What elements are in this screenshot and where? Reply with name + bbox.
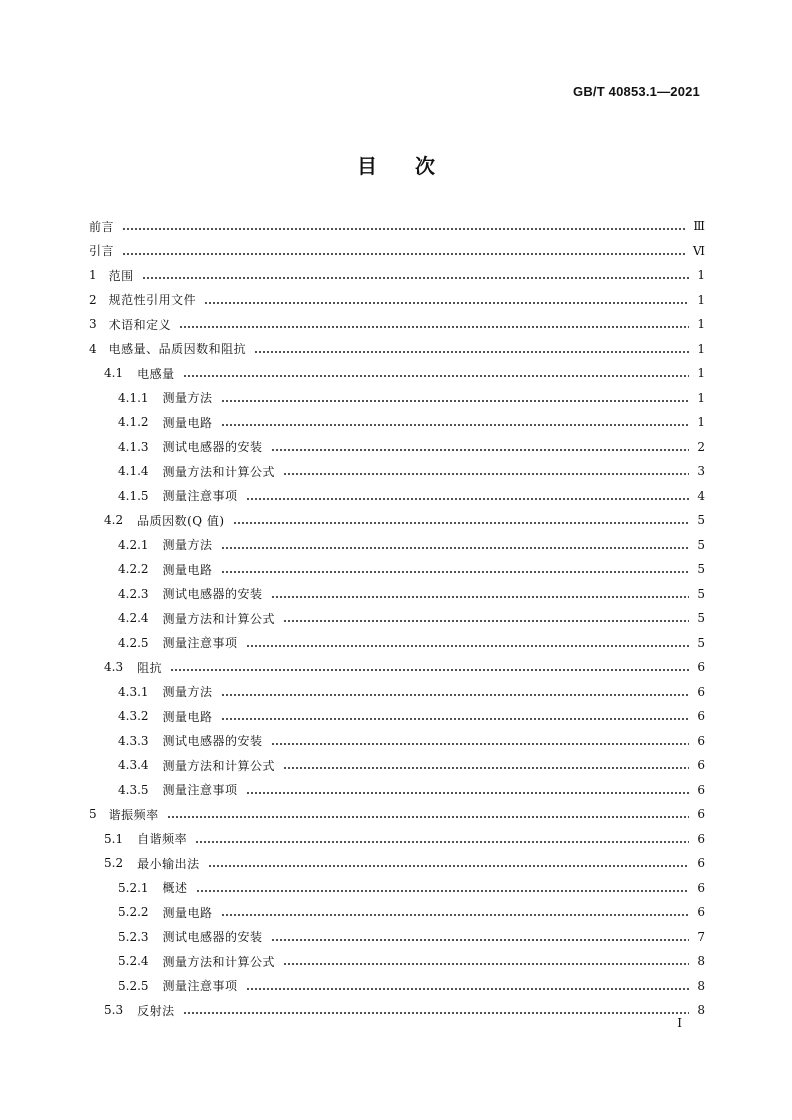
toc-entry-label: 测量电路 [162,905,213,920]
toc-entry-page: 5 [697,537,705,552]
toc-entry[interactable] [89,435,705,460]
toc-entry-label: 测量电路 [162,415,213,430]
toc-entry-number: 4.1.3 [118,439,149,454]
toc-dot-leader [221,686,689,698]
toc-entry-page: 6 [697,880,705,895]
page-title-part1: 目 [357,154,377,178]
toc-dot-leader [122,220,687,232]
toc-entry-number: 5.2.2 [118,905,149,920]
toc-dot-leader [283,759,689,771]
toc-dot-leader [170,661,689,673]
standard-number: GB/T 40853.1—2021 [573,84,700,99]
toc-entry[interactable] [89,484,705,509]
toc-entry-page: 6 [697,856,705,871]
toc-entry[interactable] [89,631,705,656]
toc-entry[interactable] [89,876,705,901]
toc-entry-label: 测量方法和计算公式 [162,758,276,773]
toc-entry-label: 测试电感器的安装 [162,587,263,602]
toc-entry-page: 8 [697,1003,705,1018]
toc-dot-leader [246,980,689,992]
toc-dot-leader [233,514,689,526]
toc-entry[interactable] [89,729,705,754]
toc-dot-leader [142,269,689,281]
toc-dot-leader [179,318,689,330]
toc-dot-leader [221,392,689,404]
toc-entry-number: 4.3.2 [118,709,149,724]
toc-entry[interactable] [89,337,705,362]
toc-dot-leader [167,808,689,820]
toc-entry[interactable] [89,802,705,827]
toc-entry-label: 测量方法 [162,538,213,553]
toc-dot-leader [183,367,689,379]
toc-entry-label: 前言 [89,219,115,234]
toc-entry-label: 测试电感器的安装 [162,734,263,749]
toc-entry-number: 4.1.1 [118,390,149,405]
toc-entry-number: 4.3.4 [118,758,149,773]
toc-entry-label: 测量方法和计算公式 [162,464,276,479]
toc-entry-page: 6 [697,684,705,699]
toc-entry-page: 5 [697,513,705,528]
toc-entry-number: 4 [89,341,97,356]
toc-entry-label: 测量方法 [162,391,213,406]
toc-entry[interactable] [89,533,705,558]
toc-entry-page: 5 [697,635,705,650]
toc-entry-number: 5.2.3 [118,929,149,944]
toc-dot-leader [221,710,689,722]
toc-entry-page: 5 [697,611,705,626]
toc-entry[interactable] [89,606,705,631]
toc-entry-label: 最小输出法 [137,856,200,871]
toc-entry-number: 5.2.1 [118,880,149,895]
toc-entry-number: 4.3.3 [118,733,149,748]
toc-dot-leader [183,1004,689,1016]
toc-entry[interactable] [89,263,705,288]
toc-entry[interactable] [89,778,705,803]
toc-entry-page: 1 [697,390,705,405]
toc-entry-number: 5 [89,807,97,822]
toc-entry[interactable] [89,704,705,729]
toc-dot-leader [196,882,689,894]
toc-dot-leader [122,245,687,257]
toc-entry-number: 3 [89,317,97,332]
toc-dot-leader [254,343,689,355]
toc-entry-page: 1 [697,317,705,332]
toc-entry[interactable] [89,974,705,999]
toc-entry[interactable] [89,508,705,533]
toc-entry-page: 2 [697,439,705,454]
toc-entry-page: 6 [697,660,705,675]
table-of-contents [89,214,705,1023]
toc-entry-page: Ⅵ [692,243,705,258]
toc-entry-page: 6 [697,807,705,822]
toc-dot-leader [271,931,689,943]
toc-entry-page: 1 [697,268,705,283]
toc-entry[interactable] [89,949,705,974]
page-folio: I [677,1016,682,1030]
toc-entry-label: 范围 [108,268,134,283]
toc-dot-leader [204,294,689,306]
toc-entry-number: 4.3 [104,660,124,675]
toc-entry-page: 8 [697,978,705,993]
toc-entry-page: 6 [697,782,705,797]
toc-entry-label: 测量注意事项 [162,489,238,504]
toc-entry-number: 4.1 [104,366,124,381]
toc-entry-number: 5.1 [104,831,124,846]
toc-dot-leader [283,955,689,967]
toc-entry-page: 1 [697,292,705,307]
page-title-part2: 次 [415,154,435,178]
toc-dot-leader [195,833,689,845]
toc-dot-leader [246,490,689,502]
toc-dot-leader [246,784,689,796]
toc-entry-page: 5 [697,586,705,601]
toc-entry-page: 5 [697,562,705,577]
toc-entry[interactable] [89,680,705,705]
toc-entry-label: 测量方法和计算公式 [162,954,276,969]
toc-entry-label: 测量注意事项 [162,783,238,798]
toc-entry-label: 规范性引用文件 [108,293,197,308]
toc-entry[interactable] [89,361,705,386]
toc-dot-leader [221,563,689,575]
toc-entry[interactable] [89,925,705,950]
toc-entry-label: 测量方法 [162,685,213,700]
toc-dot-leader [271,735,689,747]
toc-entry-number: 4.2.1 [118,537,149,552]
toc-entry-number: 4.2.5 [118,635,149,650]
toc-entry-label: 测量注意事项 [162,979,238,994]
toc-dot-leader [271,441,689,453]
toc-entry-page: 3 [697,464,705,479]
toc-entry-page: 7 [697,929,705,944]
toc-entry-number: 2 [89,292,97,307]
toc-entry-number: 1 [89,268,97,283]
toc-entry[interactable] [89,557,705,582]
toc-entry[interactable] [89,582,705,607]
toc-entry[interactable] [89,410,705,435]
toc-entry-label: 测量注意事项 [162,636,238,651]
toc-entry[interactable] [89,851,705,876]
toc-entry-label: 自谐频率 [137,832,188,847]
toc-entry-number: 4.1.4 [118,464,149,479]
toc-entry-page: 1 [697,415,705,430]
toc-entry-label: 电感量、品质因数和阻抗 [108,342,247,357]
toc-entry-page: 1 [697,341,705,356]
toc-dot-leader [221,906,689,918]
toc-entry-page: 6 [697,733,705,748]
toc-entry-label: 测量电路 [162,709,213,724]
toc-entry[interactable] [89,655,705,680]
toc-entry-number: 5.2.5 [118,978,149,993]
toc-entry-label: 术语和定义 [108,317,172,332]
toc-entry[interactable] [89,900,705,925]
toc-entry-label: 测量方法和计算公式 [162,611,276,626]
toc-entry-page: 6 [697,709,705,724]
toc-entry-number: 4.1.5 [118,488,149,503]
toc-entry[interactable] [89,753,705,778]
toc-entry[interactable] [89,827,705,852]
toc-entry-page: 6 [697,758,705,773]
toc-entry-label: 电感量 [137,366,175,381]
page-title [0,150,792,179]
toc-entry-number: 5.2.4 [118,954,149,969]
toc-entry-number: 4.3.5 [118,782,149,797]
toc-entry-label: 引言 [89,244,115,259]
toc-entry-label: 测试电感器的安装 [162,930,263,945]
toc-entry-page: 1 [697,366,705,381]
toc-entry-number: 4.2.4 [118,611,149,626]
toc-entry[interactable] [89,239,705,264]
toc-entry-number: 5.2 [104,856,124,871]
toc-dot-leader [208,857,689,869]
toc-dot-leader [221,539,689,551]
toc-dot-leader [271,588,689,600]
toc-entry-page: 8 [697,954,705,969]
toc-entry[interactable] [89,459,705,484]
toc-dot-leader [283,612,689,624]
toc-entry-label: 概述 [162,881,188,896]
toc-entry-page: 6 [697,905,705,920]
toc-entry-number: 4.1.2 [118,415,149,430]
toc-entry[interactable] [89,998,705,1023]
toc-dot-leader [221,416,689,428]
toc-entry-number: 4.2.2 [118,562,149,577]
toc-dot-leader [246,637,689,649]
toc-entry-page: 6 [697,831,705,846]
toc-entry-page: Ⅲ [693,219,705,234]
toc-entry-number: 4.2 [104,513,124,528]
toc-entry[interactable] [89,312,705,337]
toc-entry-number: 4.2.3 [118,586,149,601]
toc-entry[interactable] [89,214,705,239]
toc-entry-label: 反射法 [137,1003,175,1018]
toc-dot-leader [283,465,689,477]
toc-entry-label: 品质因数(Q 值) [137,513,225,528]
toc-entry-number: 4.3.1 [118,684,149,699]
toc-entry-page: 4 [697,488,705,503]
toc-entry-label: 阻抗 [137,660,163,675]
toc-entry-label: 测试电感器的安装 [162,440,263,455]
toc-entry[interactable] [89,288,705,313]
toc-entry-number: 5.3 [104,1003,124,1018]
toc-entry-label: 测量电路 [162,562,213,577]
toc-entry[interactable] [89,386,705,411]
toc-entry-label: 谐振频率 [108,807,159,822]
